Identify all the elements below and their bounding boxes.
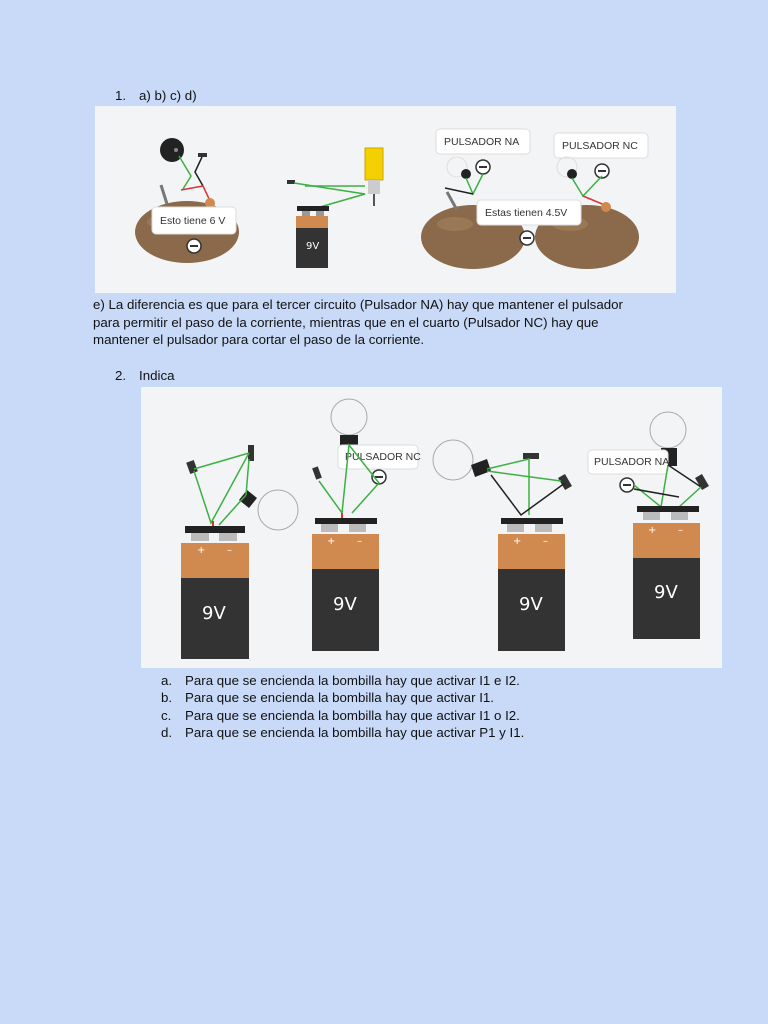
option-a-marker: a. bbox=[161, 673, 173, 688]
button-na-icon bbox=[461, 169, 471, 179]
answer-e-line-1: e) La diferencia es que para el tercer circuito (Pulsador NA) hay que mantener el pulsador bbox=[93, 297, 623, 312]
buzzer-pin bbox=[198, 153, 207, 157]
label-estas-tienen-text: Estas tienen 4.5V bbox=[485, 207, 568, 219]
svg-text:–: – bbox=[678, 525, 683, 536]
option-c-text: Para que se encienda la bombilla hay que activar I1 o I2. bbox=[185, 708, 520, 723]
q2-number: 2. bbox=[115, 368, 127, 383]
svg-text:–: – bbox=[227, 545, 232, 556]
motor-icon bbox=[365, 148, 383, 180]
q1-circuits-svg bbox=[95, 106, 676, 293]
bulb-icon-2 bbox=[331, 399, 367, 435]
svg-text:PULSADOR NA: PULSADOR NA bbox=[594, 456, 670, 468]
svg-text:–: – bbox=[543, 536, 548, 547]
battery-copper-top bbox=[296, 216, 328, 228]
svg-text:+: + bbox=[327, 536, 336, 547]
svg-text:9V: 9V bbox=[333, 594, 357, 615]
svg-text:9V: 9V bbox=[519, 594, 543, 615]
q2-circuits-svg bbox=[141, 387, 722, 668]
q1-text: a) b) c) d) bbox=[139, 88, 197, 103]
q1-circuit-a bbox=[135, 138, 239, 263]
svg-text:+: + bbox=[513, 536, 522, 547]
answer-e bbox=[93, 296, 693, 349]
option-b-marker: b. bbox=[161, 690, 173, 705]
button-nc-icon bbox=[567, 169, 577, 179]
answer-e-line-2: para permitir el paso de la corriente, mientras que en el cuarto (Pulsador NC) hay que bbox=[93, 314, 599, 330]
q1-heading bbox=[115, 87, 315, 105]
bulb-icon-3 bbox=[433, 440, 473, 480]
bulb-icon-4 bbox=[650, 412, 686, 448]
svg-text:–: – bbox=[357, 536, 362, 547]
q2-circuit-3 bbox=[433, 440, 572, 651]
nail-electrode bbox=[161, 185, 167, 204]
label-pulsador-na-text: PULSADOR NA bbox=[444, 136, 520, 148]
q2-circuit-1 bbox=[181, 445, 298, 659]
q2-circuit-2 bbox=[312, 399, 421, 651]
label-esto-tiene-text: Esto tiene 6 V bbox=[160, 215, 226, 227]
battery-copper-2 bbox=[312, 534, 379, 569]
switch-i1-icon bbox=[186, 460, 198, 474]
battery-copper-4 bbox=[633, 523, 700, 558]
battery-copper-3 bbox=[498, 534, 565, 569]
q2-text: Indica bbox=[139, 368, 175, 383]
switch-icon-3a bbox=[523, 453, 539, 459]
switch-icon-4 bbox=[695, 474, 709, 490]
q2-circuits-figure bbox=[141, 387, 722, 668]
option-d-marker: d. bbox=[161, 725, 173, 740]
battery-label: 9V bbox=[306, 241, 320, 252]
svg-text:+: + bbox=[197, 545, 206, 556]
q1-number: 1. bbox=[115, 88, 127, 103]
q2-heading bbox=[115, 367, 315, 385]
q1-circuits-figure bbox=[95, 106, 676, 293]
answer-e-line-3: mantener el pulsador para cortar el paso de la corriente. bbox=[93, 332, 425, 347]
option-d-text: Para que se encienda la bombilla hay que activar P1 y I1. bbox=[185, 725, 525, 740]
svg-text:9V: 9V bbox=[202, 603, 226, 624]
switch-icon-3b bbox=[558, 474, 572, 490]
svg-text:+: + bbox=[648, 525, 657, 536]
switch-icon-2 bbox=[312, 466, 322, 479]
q2-circuit-4 bbox=[588, 412, 709, 639]
bulb-icon-1 bbox=[258, 490, 298, 530]
battery-copper-1 bbox=[181, 543, 249, 578]
option-b-text: Para que se encienda la bombilla hay que activar I1. bbox=[185, 690, 494, 705]
label-pulsador-nc-text: PULSADOR NC bbox=[562, 140, 638, 152]
q1-circuit-b bbox=[287, 148, 383, 268]
svg-text:9V: 9V bbox=[654, 582, 678, 603]
q1-circuit-cd bbox=[421, 129, 648, 269]
option-c-marker: c. bbox=[161, 708, 172, 723]
svg-text:PULSADOR NC: PULSADOR NC bbox=[345, 451, 421, 463]
switch-icon bbox=[287, 180, 295, 184]
option-a-text: Para que se encienda la bombilla hay que activar I1 e I2. bbox=[185, 673, 520, 688]
